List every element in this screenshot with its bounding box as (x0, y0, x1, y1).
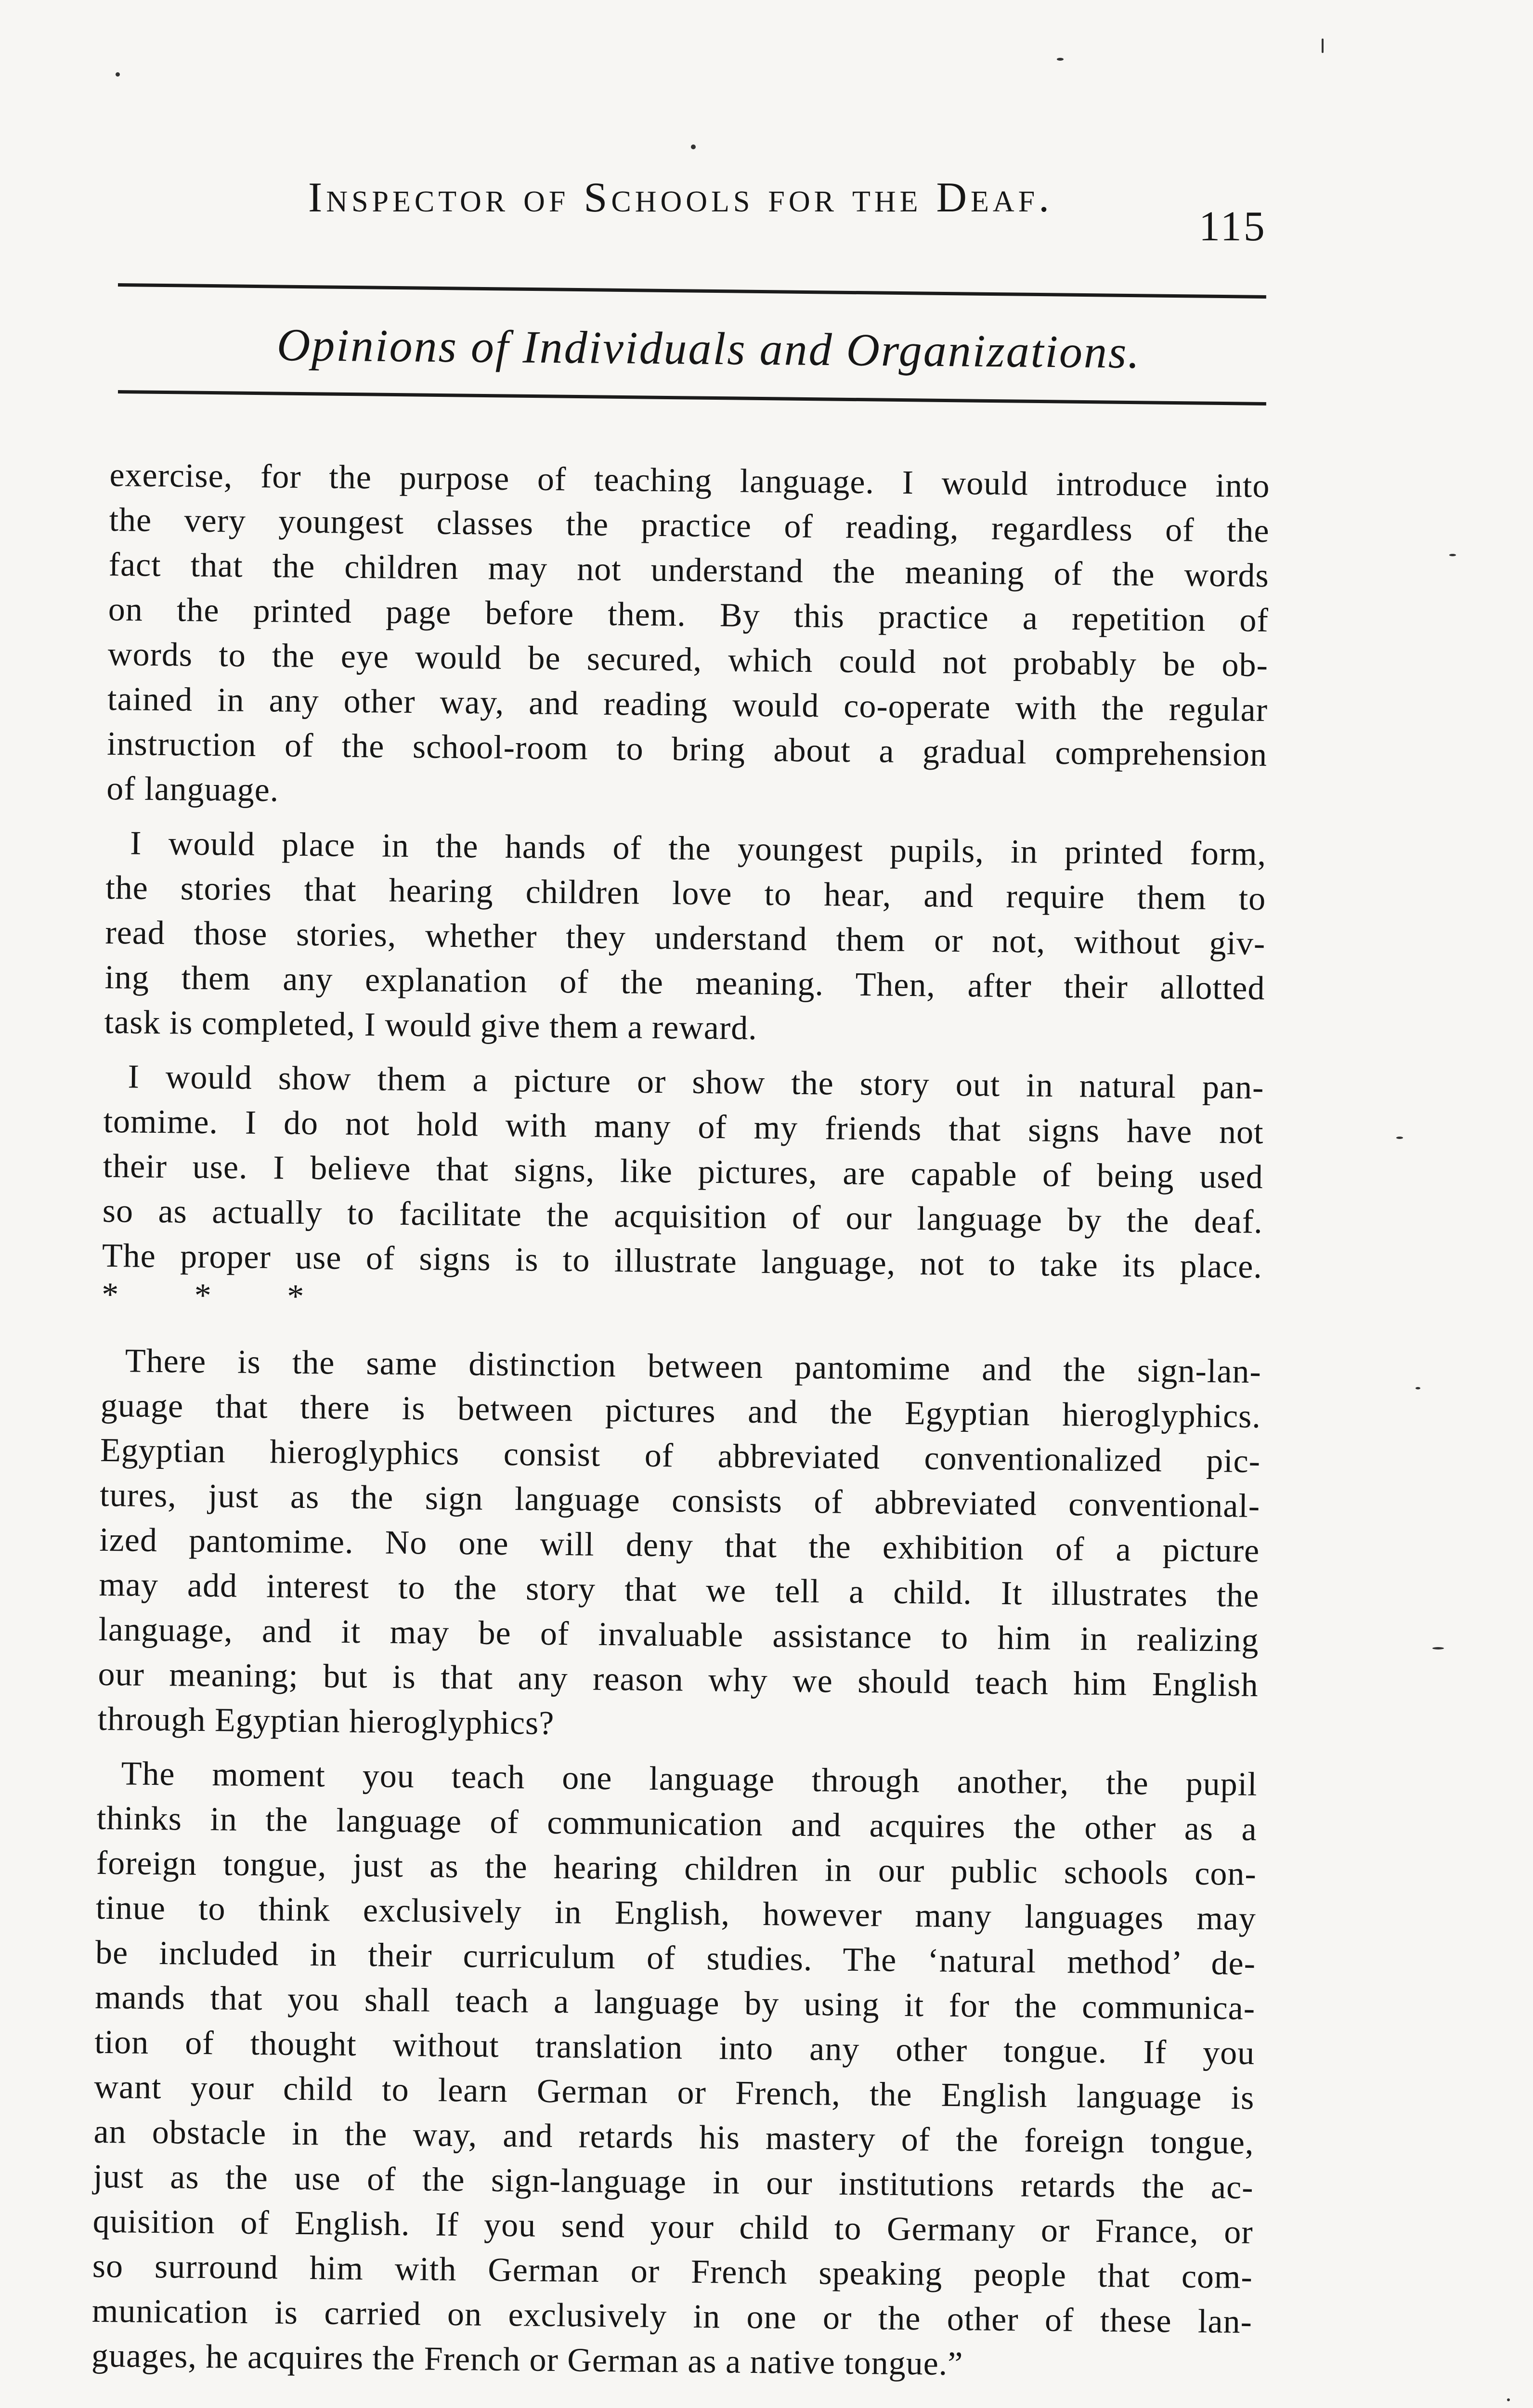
text-line: tures, just as the sign language consists of abbreviated conventional- (99, 1476, 1260, 1525)
text-line: the very youngest classes the practice of reading, regardless of the (109, 501, 1270, 550)
text-line: tinue to think exclusively in English, however many languages may (95, 1889, 1257, 1937)
text-line: exercise, for the purpose of teaching language. I would introduce into (109, 456, 1270, 505)
scan-speck (1057, 58, 1064, 61)
text-line: instruction of the school-room to bring about a gradual comprehension (106, 725, 1268, 774)
scan-speck (1432, 1647, 1444, 1649)
paragraph-2 (104, 821, 1266, 1056)
scan-speck (116, 72, 120, 77)
text-line: their use. I believe that signs, like pictures, are capable of being used (103, 1147, 1264, 1196)
text-line: be included in their curriculum of studies. The ‘natural method’ de- (95, 1934, 1256, 1982)
text-line: words to the eye would be secured, which could not probably be ob- (107, 635, 1269, 684)
scan-speck (1507, 2398, 1510, 2401)
scan-speck (1416, 1387, 1420, 1389)
text-line: ized pantomime. No one will deny that the exhibition of a picture (99, 1521, 1260, 1570)
text-line: our meaning; but is that any reason why we should teach him English (98, 1655, 1259, 1704)
header-rule-bottom (118, 390, 1266, 406)
text-line: task is completed, I would give them a reward. (104, 1003, 758, 1047)
text-line: tained in any other way, and reading would co-operate with the regular (107, 680, 1268, 729)
text-line: may add interest to the story that we tell a child. It illustrates the (99, 1566, 1260, 1615)
text-line: quisition of English. If you send your child to Germany or France, or (92, 2202, 1254, 2251)
text-line: an obstacle in the way, and retards his mastery of the foreign tongue, (93, 2113, 1254, 2161)
text-line: fact that the children may not understand the meaning of the words (108, 546, 1270, 595)
text-line: guages, he acquires the French or German as a native tongue.” (91, 2337, 963, 2383)
text-line: read those stories, whether they understand them or not, without giv- (105, 914, 1266, 963)
text-line: thinks in the language of communication and acquires the other as a (96, 1799, 1258, 1848)
text-line: just as the use of the sign-language in our institutions retards the ac- (93, 2158, 1254, 2206)
text-line: guage that there is between pictures and the Egyptian hieroglyphics. (100, 1387, 1261, 1436)
text-line: mands that you shall teach a language by using it for the communica- (94, 1978, 1256, 2027)
body-text (91, 453, 1270, 2389)
text-line: language, and it may be of invaluable assistance to him in realizing (98, 1610, 1259, 1660)
paragraph-1 (106, 453, 1270, 822)
page-number: 115 (1199, 203, 1267, 250)
text-line: through Egyptian hieroglyphics? (97, 1700, 555, 1742)
text-line: The proper use of signs is to illustrate language, not to take its place. (102, 1237, 1263, 1286)
text-line: foreign tongue, just as the hearing children in our public schools con- (96, 1844, 1257, 1893)
scan-speck (691, 144, 696, 149)
text-line: I would show them a picture or show the story out in natural pan- (128, 1058, 1264, 1107)
text-line: munication is carried on exclusively in one or the other of these lan- (91, 2292, 1253, 2341)
text-line: tomime. I do not hold with many of my friends that signs have not (103, 1102, 1264, 1152)
paragraph-3 (102, 1054, 1264, 1323)
text-line: on the printed page before them. By this practice a repetition of (108, 590, 1269, 640)
text-line: the stories that hearing children love to hear, and require them to (105, 869, 1266, 918)
ellipsis-stars: * * * (101, 1276, 338, 1316)
text-line: The moment you teach one language through another, the pupil (121, 1755, 1258, 1804)
text-line: want your child to learn German or French, the English language is (94, 2068, 1255, 2117)
scan-speck (1396, 1137, 1403, 1139)
text-line: ing them any explanation of the meaning. Then, after their allotted (104, 958, 1265, 1008)
text-line: There is the same distinction between pantomime and the sign-lan- (125, 1342, 1262, 1391)
paragraph-5 (91, 1751, 1258, 2389)
scan-speck (1322, 39, 1324, 53)
text-line: I would place in the hands of the youngest pupils, in printed form, (130, 824, 1267, 873)
section-title: Opinions of Individuals and Organizations. (276, 319, 1141, 378)
text-line: of language. (106, 770, 279, 809)
text-line: tion of thought without translation into any other tongue. If you (94, 2023, 1255, 2072)
scan-speck (1449, 554, 1456, 556)
text-line: so as actually to facilitate the acquisition of our language by the deaf. (102, 1192, 1263, 1241)
paragraph-4 (97, 1338, 1261, 1753)
running-head: Inspector of Schools for the Deaf. (308, 174, 1053, 221)
text-line: so surround him with German or French speaking people that com- (92, 2247, 1253, 2296)
text-line: Egyptian hieroglyphics consist of abbreviated conventionalized pic- (100, 1431, 1261, 1480)
header-rule-top (118, 283, 1266, 299)
